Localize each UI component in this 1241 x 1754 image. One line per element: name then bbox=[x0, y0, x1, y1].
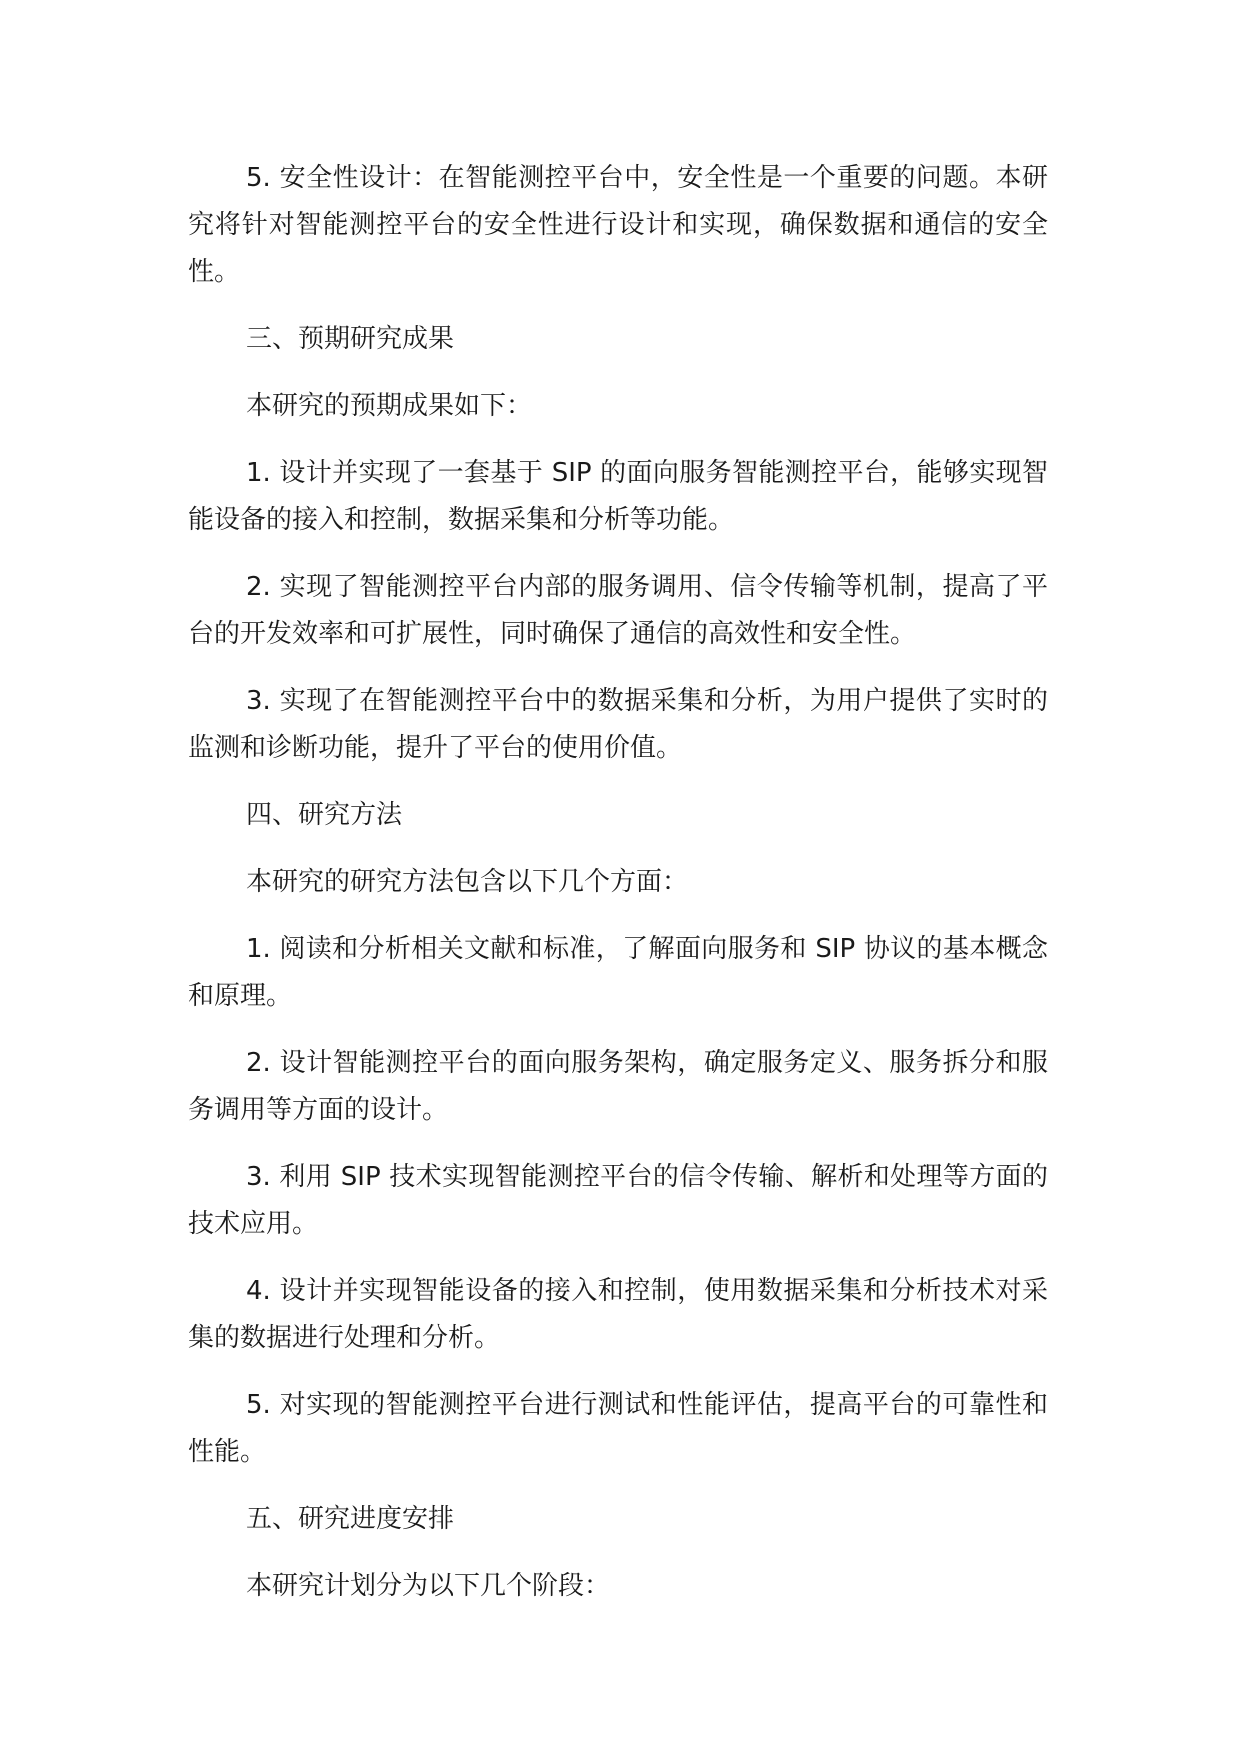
document-page bbox=[188, 155, 1048, 1630]
section-heading-expected-results: 三、预期研究成果 bbox=[246, 324, 455, 354]
paragraph-security-design: 5. 安全性设计：在智能测控平台中，安全性是一个重要的问题。本研究将针对智能测控平台的安全性进行设计和实现，确保数据和通信的安全性。 bbox=[188, 163, 1048, 287]
paragraph-method-2: 2. 设计智能测控平台的面向服务架构，确定服务定义、服务拆分和服务调用等方面的设计。 bbox=[188, 1048, 1048, 1125]
paragraph-method-4: 4. 设计并实现智能设备的接入和控制，使用数据采集和分析技术对采集的数据进行处理和分析。 bbox=[188, 1276, 1048, 1353]
paragraph-method-5: 5. 对实现的智能测控平台进行测试和性能评估，提高平台的可靠性和性能。 bbox=[188, 1390, 1048, 1467]
section-heading-schedule: 五、研究进度安排 bbox=[246, 1504, 455, 1534]
section-heading-research-methods: 四、研究方法 bbox=[246, 800, 403, 830]
paragraph-result-2: 2. 实现了智能测控平台内部的服务调用、信令传输等机制，提高了平台的开发效率和可扩展性，同时确保了通信的高效性和安全性。 bbox=[188, 572, 1048, 649]
paragraph-results-intro: 本研究的预期成果如下： bbox=[246, 391, 533, 421]
paragraph-method-3: 3. 利用 SIP 技术实现智能测控平台的信令传输、解析和处理等方面的技术应用。 bbox=[188, 1162, 1048, 1239]
paragraph-result-3: 3. 实现了在智能测控平台中的数据采集和分析，为用户提供了实时的监测和诊断功能，提升了平台的使用价值。 bbox=[188, 686, 1048, 763]
paragraph-methods-intro: 本研究的研究方法包含以下几个方面： bbox=[246, 867, 689, 897]
paragraph-method-1: 1. 阅读和分析相关文献和标准，了解面向服务和 SIP 协议的基本概念和原理。 bbox=[188, 934, 1048, 1011]
paragraph-result-1: 1. 设计并实现了一套基于 SIP 的面向服务智能测控平台，能够实现智能设备的接入和控制，数据采集和分析等功能。 bbox=[188, 458, 1048, 535]
paragraph-schedule-intro: 本研究计划分为以下几个阶段： bbox=[246, 1571, 611, 1601]
